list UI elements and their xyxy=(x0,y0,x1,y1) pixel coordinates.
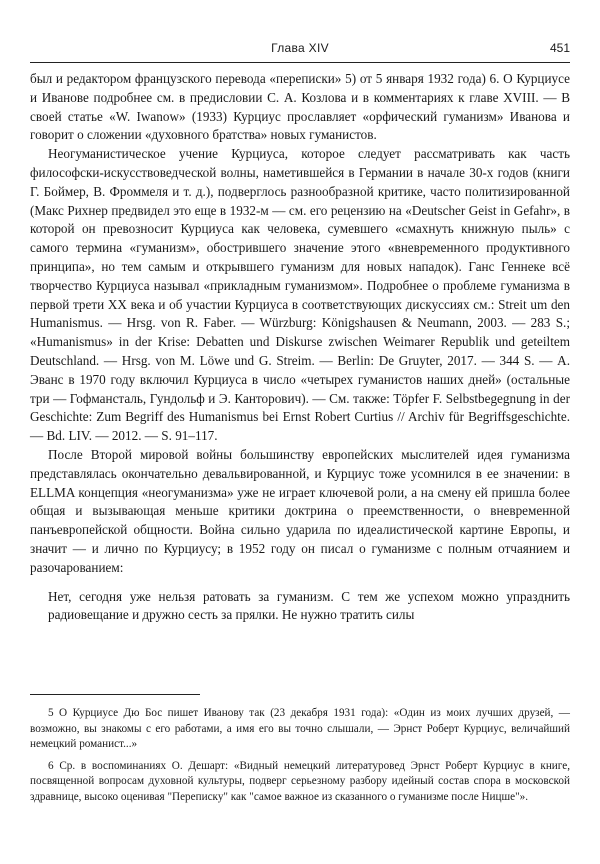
paragraph-postwar: После Второй мировой войны большинству европейских мыслителей идея гуманизма представлялась окончательно девальвированной, и Курциус тоже усомнился в ее значении: в ELLMA концепция «неогуманизма» уже не играет ключевой роли, а на смену ей пришла более общая и вызывающая меньше критики доктрина о преемственности, о вневременной панъевропейской общности. Война сильно ударила по идеалистической картине Европы, и значит — и лично по Курциусу; в 1952 году он писал о гуманизме с полным отчаянием и разочарованием: xyxy=(30,446,570,575)
page-number: 451 xyxy=(549,41,570,55)
chapter-title: Глава XIV xyxy=(271,41,329,55)
main-text xyxy=(30,70,570,625)
footnote-6: 6 Ср. в воспоминаниях О. Дешарт: «Видный немецкий литературовед Эрнст Роберт Курциус в книге, посвященной вопросам духовной культуры, подверг серьезному разбору идейный состав спора в московской здравнице, высоко оценивая "Переписку" как "самое важное из сказанного о гуманизме после Ницше"». xyxy=(30,759,570,803)
footnote-divider xyxy=(30,694,200,695)
footnote-5: 5 О Курциусе Дю Бос пишет Иванову так (23 декабря 1931 года): «Один из моих лучших друзей, — возможно, вы знакомы с его работами, а имя его вы точно слышали, — Эрнст Роберт Курциус, величайший немецкий романист...» xyxy=(30,707,570,750)
paragraph-continuation: был и редактором французского перевода «переписки» 5) от 5 января 1932 года) 6. О Курциусе и Иванове подробнее см. в предисловии С. А. Козлова и в комментариях к главе XVIII. — В своей статье «W. Iwanow» (1933) Курциус прославляет «орфический гуманизм» Иванова и говорит о сложении «духовного братства» новых гуманистов. xyxy=(30,71,570,143)
running-header xyxy=(30,40,570,63)
footnotes xyxy=(30,706,570,811)
block-quote: Нет, сегодня уже нельзя ратовать за гуманизм. С тем же успехом можно упразднить радиовещание и дружно сесть за прялки. Не нужно тратить силы xyxy=(48,588,570,623)
paragraph-neohumanism: Неогуманистическое учение Курциуса, которое следует рассматривать как часть философски-искусствоведческой волны, наметившейся в Германии в начале 30-х годов (книги Г. Боймер, В. Фроммеля и т. д.), подверглось разнообразной критике, часто политизированной (Макс Рихнер предвидел это еще в 1932-м — см. его рецензию на «Deutscher Geist in Gefahr», в которой он превозносит Курциуса как человека, сумевшего «смахнуть книжную пыль» с самого термина «гуманизм», обострившего значение этого «вневременного продуктивного принципа», но тем самым и открывшего гуманизм для новых нападок). Ганс Геннеке всё творчество Курциуса называл «прикладным гуманизмом». Подробнее о проблеме гуманизма в первой трети XX века и об участии Курциуса в соответствующих дискуссиях см.: Streit um den Humanismus. — Hrsg. von R. Faber. — Würzburg: Königshausen & Neumann, 2003. — 283 S.; «Humanismus» in der Krise: Debatten und Diskurse zwischen Weimarer Republik und geteiltem Deutschland. — Hrsg. von M. Löwe und G. Streim. — Berlin: De Gruyter, 2017. — 344 S. — А. Эванс в 1970 году включил Курциуса в число «четырех гуманистов наших дней» (остальные три — Гофмансталь, Гундольф и Э. Канторович). — См. также: Töpfer F. Selbstbegegnung in der Geschichte: Zum Begriff des Humanismus bei Ernst Robert Curtius // Archiv für Begriffsgeschichte. — Bd. LIV. — 2012. — S. 91–117. xyxy=(30,146,570,444)
